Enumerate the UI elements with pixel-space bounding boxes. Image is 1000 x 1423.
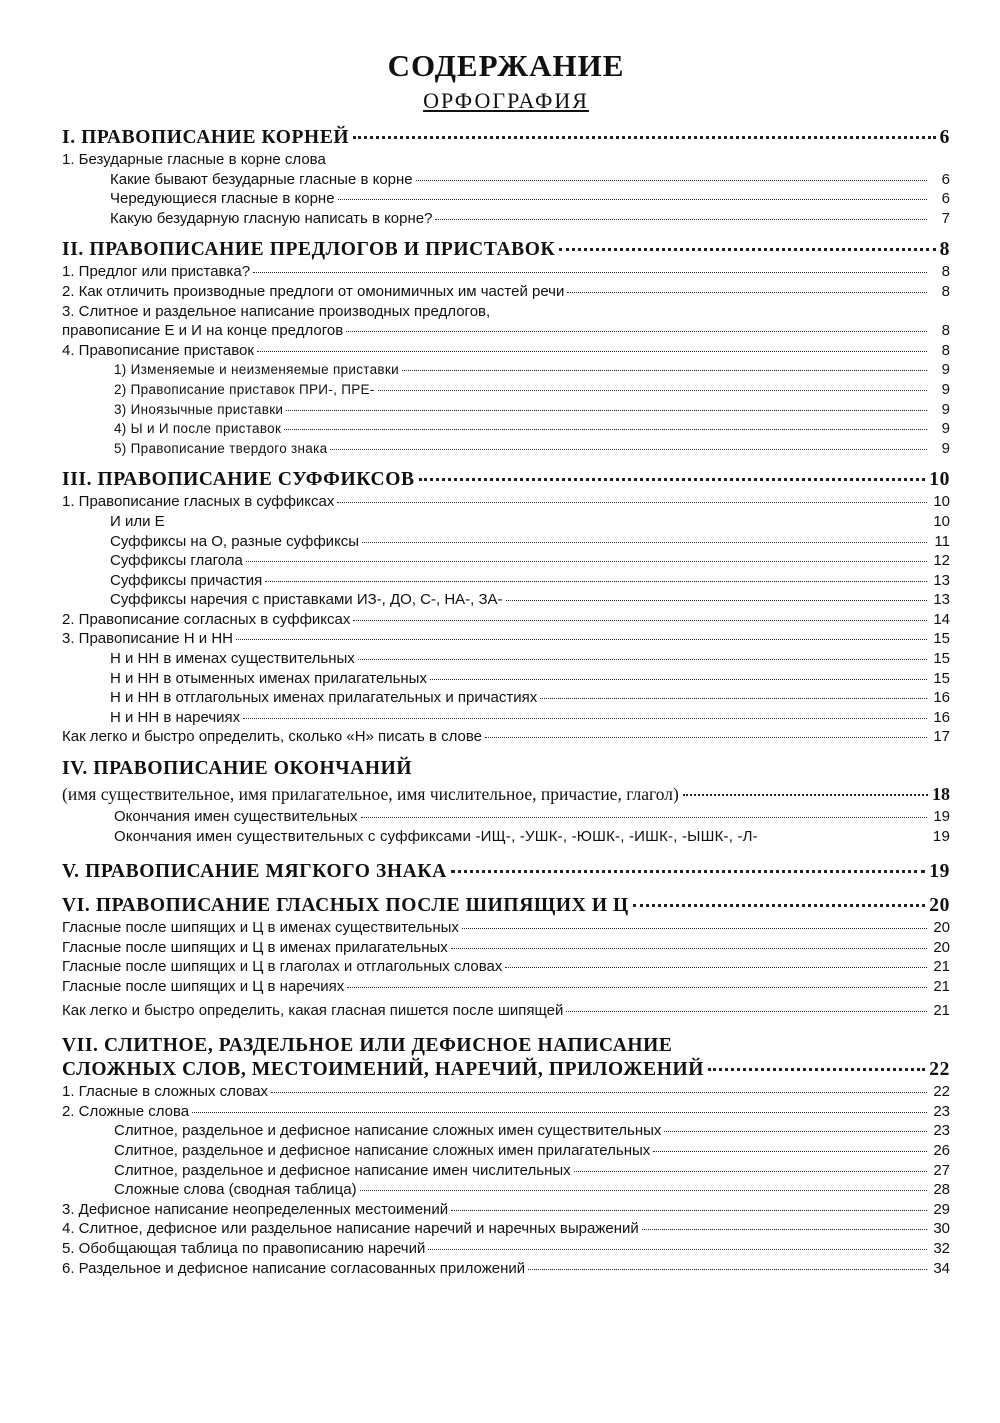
page-number: 13 (933, 591, 950, 609)
entry-label: Гласные после шипящих и Ц в глаголах и отглагольных словах (62, 958, 503, 976)
page-number: 8 (941, 341, 950, 359)
entry-label: Суффиксы глагола (110, 552, 243, 570)
toc-entry[interactable] (62, 918, 950, 938)
toc-entry[interactable] (62, 512, 950, 532)
entry-label: Окончания имен существительных (114, 808, 358, 826)
table-of-contents (62, 48, 950, 1278)
entry-label: 1. Гласные в сложных словах (62, 1083, 269, 1101)
entry-label: Гласные после шипящих и Ц в именах существительных (62, 919, 459, 937)
entry-label: 1. Правописание гласных в суффиксах (62, 493, 335, 511)
section-heading-compound[interactable] (62, 1034, 950, 1058)
page-number: 14 (933, 610, 950, 628)
page-number: 27 (933, 1161, 950, 1179)
page-number: 6 (941, 190, 950, 208)
page-number: 9 (941, 439, 950, 457)
toc-entry[interactable] (62, 419, 950, 439)
page-number: 20 (933, 919, 950, 937)
page-number: 8 (941, 322, 950, 340)
toc-entry[interactable] (62, 669, 950, 689)
entry-label: Н и НН в именах существительных (110, 650, 355, 668)
entry-label: 3. Слитное и раздельное написание производных предлогов, (62, 302, 491, 320)
toc-entry[interactable] (62, 282, 950, 302)
toc-entry[interactable] (62, 957, 950, 977)
section-subtitle[interactable] (62, 781, 950, 807)
toc-entry[interactable] (62, 938, 950, 958)
page-number: 20 (933, 938, 950, 956)
toc-entry[interactable] (62, 439, 950, 459)
entry-label: 5) Правописание твердого знака (114, 440, 328, 456)
section-heading-prepositions[interactable] (62, 238, 950, 262)
toc-entry[interactable] (62, 807, 950, 827)
entry-label: Н и НН в отыменных именах прилагательных (110, 669, 427, 687)
entry-label: 4. Слитное, дефисное или раздельное написание наречий и наречных выражений (62, 1220, 639, 1238)
page-number: 19 (933, 808, 950, 826)
entry-label: 2. Сложные слова (62, 1102, 190, 1120)
entry-label: Гласные после шипящих и Ц в наречиях (62, 978, 345, 995)
toc-entry[interactable] (62, 400, 950, 420)
toc-entry[interactable] (62, 341, 950, 361)
toc-entry[interactable] (62, 302, 950, 322)
entry-label: 2. Как отличить производные предлоги от омонимичных им частей речи (62, 282, 565, 300)
page-number: 23 (933, 1102, 950, 1120)
entry-label: 1. Безударные гласные в корне слова (62, 151, 326, 168)
entry-label: Суффиксы наречия с приставками ИЗ-, ДО, С-, НА-, ЗА- (110, 591, 503, 609)
toc-entry[interactable] (62, 209, 950, 229)
page-number: 9 (941, 400, 950, 418)
section-heading-endings[interactable] (62, 757, 950, 781)
entry-label: 4. Правописание приставок (62, 341, 254, 359)
toc-entry[interactable] (62, 1102, 950, 1122)
page-number: 9 (941, 380, 950, 398)
page-number: 20 (929, 895, 950, 917)
part-title: ОРФОГРАФИЯ (423, 88, 589, 113)
page-number: 32 (933, 1239, 950, 1257)
toc-entry[interactable] (62, 1200, 950, 1220)
toc-entry[interactable] (62, 977, 950, 997)
entry-label: 3. Дефисное написание неопределенных местоимений (62, 1200, 449, 1218)
section-title: I. ПРАВОПИСАНИЕ КОРНЕЙ (62, 127, 350, 148)
section-title: IV. ПРАВОПИСАНИЕ ОКОНЧАНИЙ (62, 758, 413, 780)
page-number: 21 (933, 978, 950, 995)
toc-entry[interactable] (62, 262, 950, 282)
entry-label: Н и НН в отглагольных именах прилагательных и причастиях (110, 689, 538, 707)
section-heading-compound-cont[interactable] (62, 1058, 950, 1082)
entry-label: 3) Иноязычные приставки (114, 401, 284, 417)
section-title: СЛОЖНЫХ СЛОВ, МЕСТОИМЕНИЙ, НАРЕЧИЙ, ПРИЛОЖЕНИЙ (62, 1059, 705, 1081)
page-number: 6 (941, 170, 950, 188)
entry-label: Сложные слова (сводная таблица) (114, 1181, 357, 1199)
entry-label: Слитное, раздельное и дефисное написание имен числительных (114, 1161, 571, 1179)
page-number: 11 (934, 532, 950, 550)
entry-label: Гласные после шипящих и Ц в именах прилагательных (62, 938, 448, 956)
toc-entry[interactable] (62, 380, 950, 400)
page-number: 23 (933, 1122, 950, 1140)
toc-entry[interactable] (62, 1259, 950, 1279)
toc-entry[interactable] (62, 688, 950, 708)
page-number: 29 (933, 1200, 950, 1218)
entry-label: Суффиксы на О, разные суффиксы (110, 532, 360, 550)
entry-label: Как легко и быстро определить, сколько «Н» писать в слове (62, 728, 482, 746)
toc-entry[interactable] (62, 649, 950, 669)
page-number: 10 (929, 469, 950, 491)
entry-label: (имя существительное, имя прилагательное, имя числительное, причастие, глагол) (62, 784, 679, 805)
toc-entry[interactable] (62, 189, 950, 209)
toc-entry[interactable] (62, 532, 950, 552)
page-number: 28 (933, 1181, 950, 1199)
entry-label: 6. Раздельное и дефисное написание согласованных приложений (62, 1259, 526, 1277)
entry-label: Слитное, раздельное и дефисное написание сложных имен существительных (114, 1122, 662, 1140)
toc-entry[interactable] (62, 590, 950, 610)
section-title: VI. ПРАВОПИСАНИЕ ГЛАСНЫХ ПОСЛЕ ШИПЯЩИХ И Ц (62, 895, 629, 917)
page-number: 9 (941, 420, 950, 438)
entry-label: Суффиксы причастия (110, 571, 263, 589)
entry-label: Чередующиеся гласные в корне (110, 190, 335, 208)
section-heading-roots[interactable] (62, 126, 950, 150)
entry-label: Как легко и быстро определить, какая гласная пишется после шипящей (62, 1001, 564, 1019)
section-title: V. ПРАВОПИСАНИЕ МЯГКОГО ЗНАКА (62, 861, 447, 883)
section-title: VII. СЛИТНОЕ, РАЗДЕЛЬНОЕ ИЛИ ДЕФИСНОЕ НАПИСАНИЕ (62, 1035, 673, 1057)
toc-entry[interactable] (62, 708, 950, 728)
toc-entry[interactable] (62, 1082, 950, 1102)
toc-entry[interactable] (62, 1180, 950, 1200)
entry-label: Окончания имен существительных с суффиксами -ИЩ-, -УШК-, -ЮШК-, -ИШК-, -ЫШК-, -Л- (114, 827, 758, 845)
toc-entry[interactable] (62, 610, 950, 630)
page-number: 17 (933, 728, 950, 746)
entry-label: 3. Правописание Н и НН (62, 630, 234, 648)
page-number: 19 (932, 827, 950, 845)
section-title: II. ПРАВОПИСАНИЕ ПРЕДЛОГОВ И ПРИСТАВОК (62, 239, 556, 261)
toc-entry[interactable] (62, 492, 950, 512)
page-number: 16 (933, 708, 950, 726)
page-number: 10 (933, 493, 950, 511)
toc-entry[interactable] (62, 727, 950, 747)
entry-label: 1) Изменяемые и неизменяемые приставки (114, 362, 399, 378)
page-number: 8 (941, 263, 950, 281)
page-number: 16 (933, 689, 950, 707)
entry-label: И или Е (110, 512, 165, 530)
page-number: 15 (933, 630, 950, 648)
page-number: 30 (933, 1220, 950, 1238)
toc-entry[interactable] (62, 1219, 950, 1239)
toc-entry[interactable] (62, 571, 950, 591)
toc-entry[interactable] (62, 1239, 950, 1259)
entry-label: Какую безударную гласную написать в корне? (110, 209, 433, 227)
page-number: 9 (941, 361, 950, 379)
toc-entry[interactable] (62, 360, 950, 380)
page-number: 18 (932, 784, 950, 805)
entry-label: Какие бывают безударные гласные в корне (110, 170, 413, 188)
page-number: 15 (933, 669, 950, 687)
entry-label: 2) Правописание приставок ПРИ-, ПРЕ- (114, 381, 375, 397)
entry-label: 2. Правописание согласных в суффиксах (62, 610, 351, 628)
page-number: 19 (929, 861, 950, 883)
entry-label: Н и НН в наречиях (110, 708, 241, 726)
page-number: 6 (939, 127, 950, 148)
entry-label: 5. Обобщающая таблица по правописанию наречий (62, 1239, 426, 1257)
page-number: 22 (929, 1059, 950, 1081)
page-number: 7 (941, 209, 950, 227)
toc-entry[interactable] (62, 1121, 950, 1141)
toc-entry[interactable] (62, 1161, 950, 1181)
toc-entry[interactable] (62, 321, 950, 341)
entry-label: 4) Ы и И после приставок (114, 421, 282, 437)
toc-entry[interactable] (62, 1141, 950, 1161)
page-number: 21 (933, 958, 950, 976)
page-number: 10 (933, 512, 950, 530)
toc-entry[interactable] (62, 551, 950, 571)
page-number: 15 (933, 650, 950, 668)
page-number: 21 (933, 1001, 950, 1019)
toc-entry[interactable] (62, 629, 950, 649)
page-number: 26 (933, 1141, 950, 1159)
toc-entry[interactable] (62, 150, 950, 170)
toc-entry[interactable] (62, 170, 950, 190)
entry-label: правописание Е и И на конце предлогов (62, 322, 344, 340)
page-number: 34 (933, 1259, 950, 1277)
page-number: 13 (933, 571, 950, 589)
section-heading-suffixes[interactable] (62, 468, 950, 492)
page-number: 22 (933, 1083, 950, 1101)
entry-label: Слитное, раздельное и дефисное написание сложных имен прилагательных (114, 1141, 651, 1159)
section-heading-soft-sign[interactable] (62, 860, 950, 884)
toc-entry[interactable] (62, 827, 950, 847)
page-number: 12 (933, 552, 950, 570)
page-number: 8 (939, 239, 950, 261)
toc-entry[interactable] (62, 1001, 950, 1021)
entry-label: 1. Предлог или приставка? (62, 263, 251, 281)
section-heading-sibilants[interactable] (62, 894, 950, 918)
page-title: СОДЕРЖАНИЕ (387, 48, 625, 83)
section-title: III. ПРАВОПИСАНИЕ СУФФИКСОВ (62, 469, 415, 491)
page-number: 8 (941, 282, 950, 300)
